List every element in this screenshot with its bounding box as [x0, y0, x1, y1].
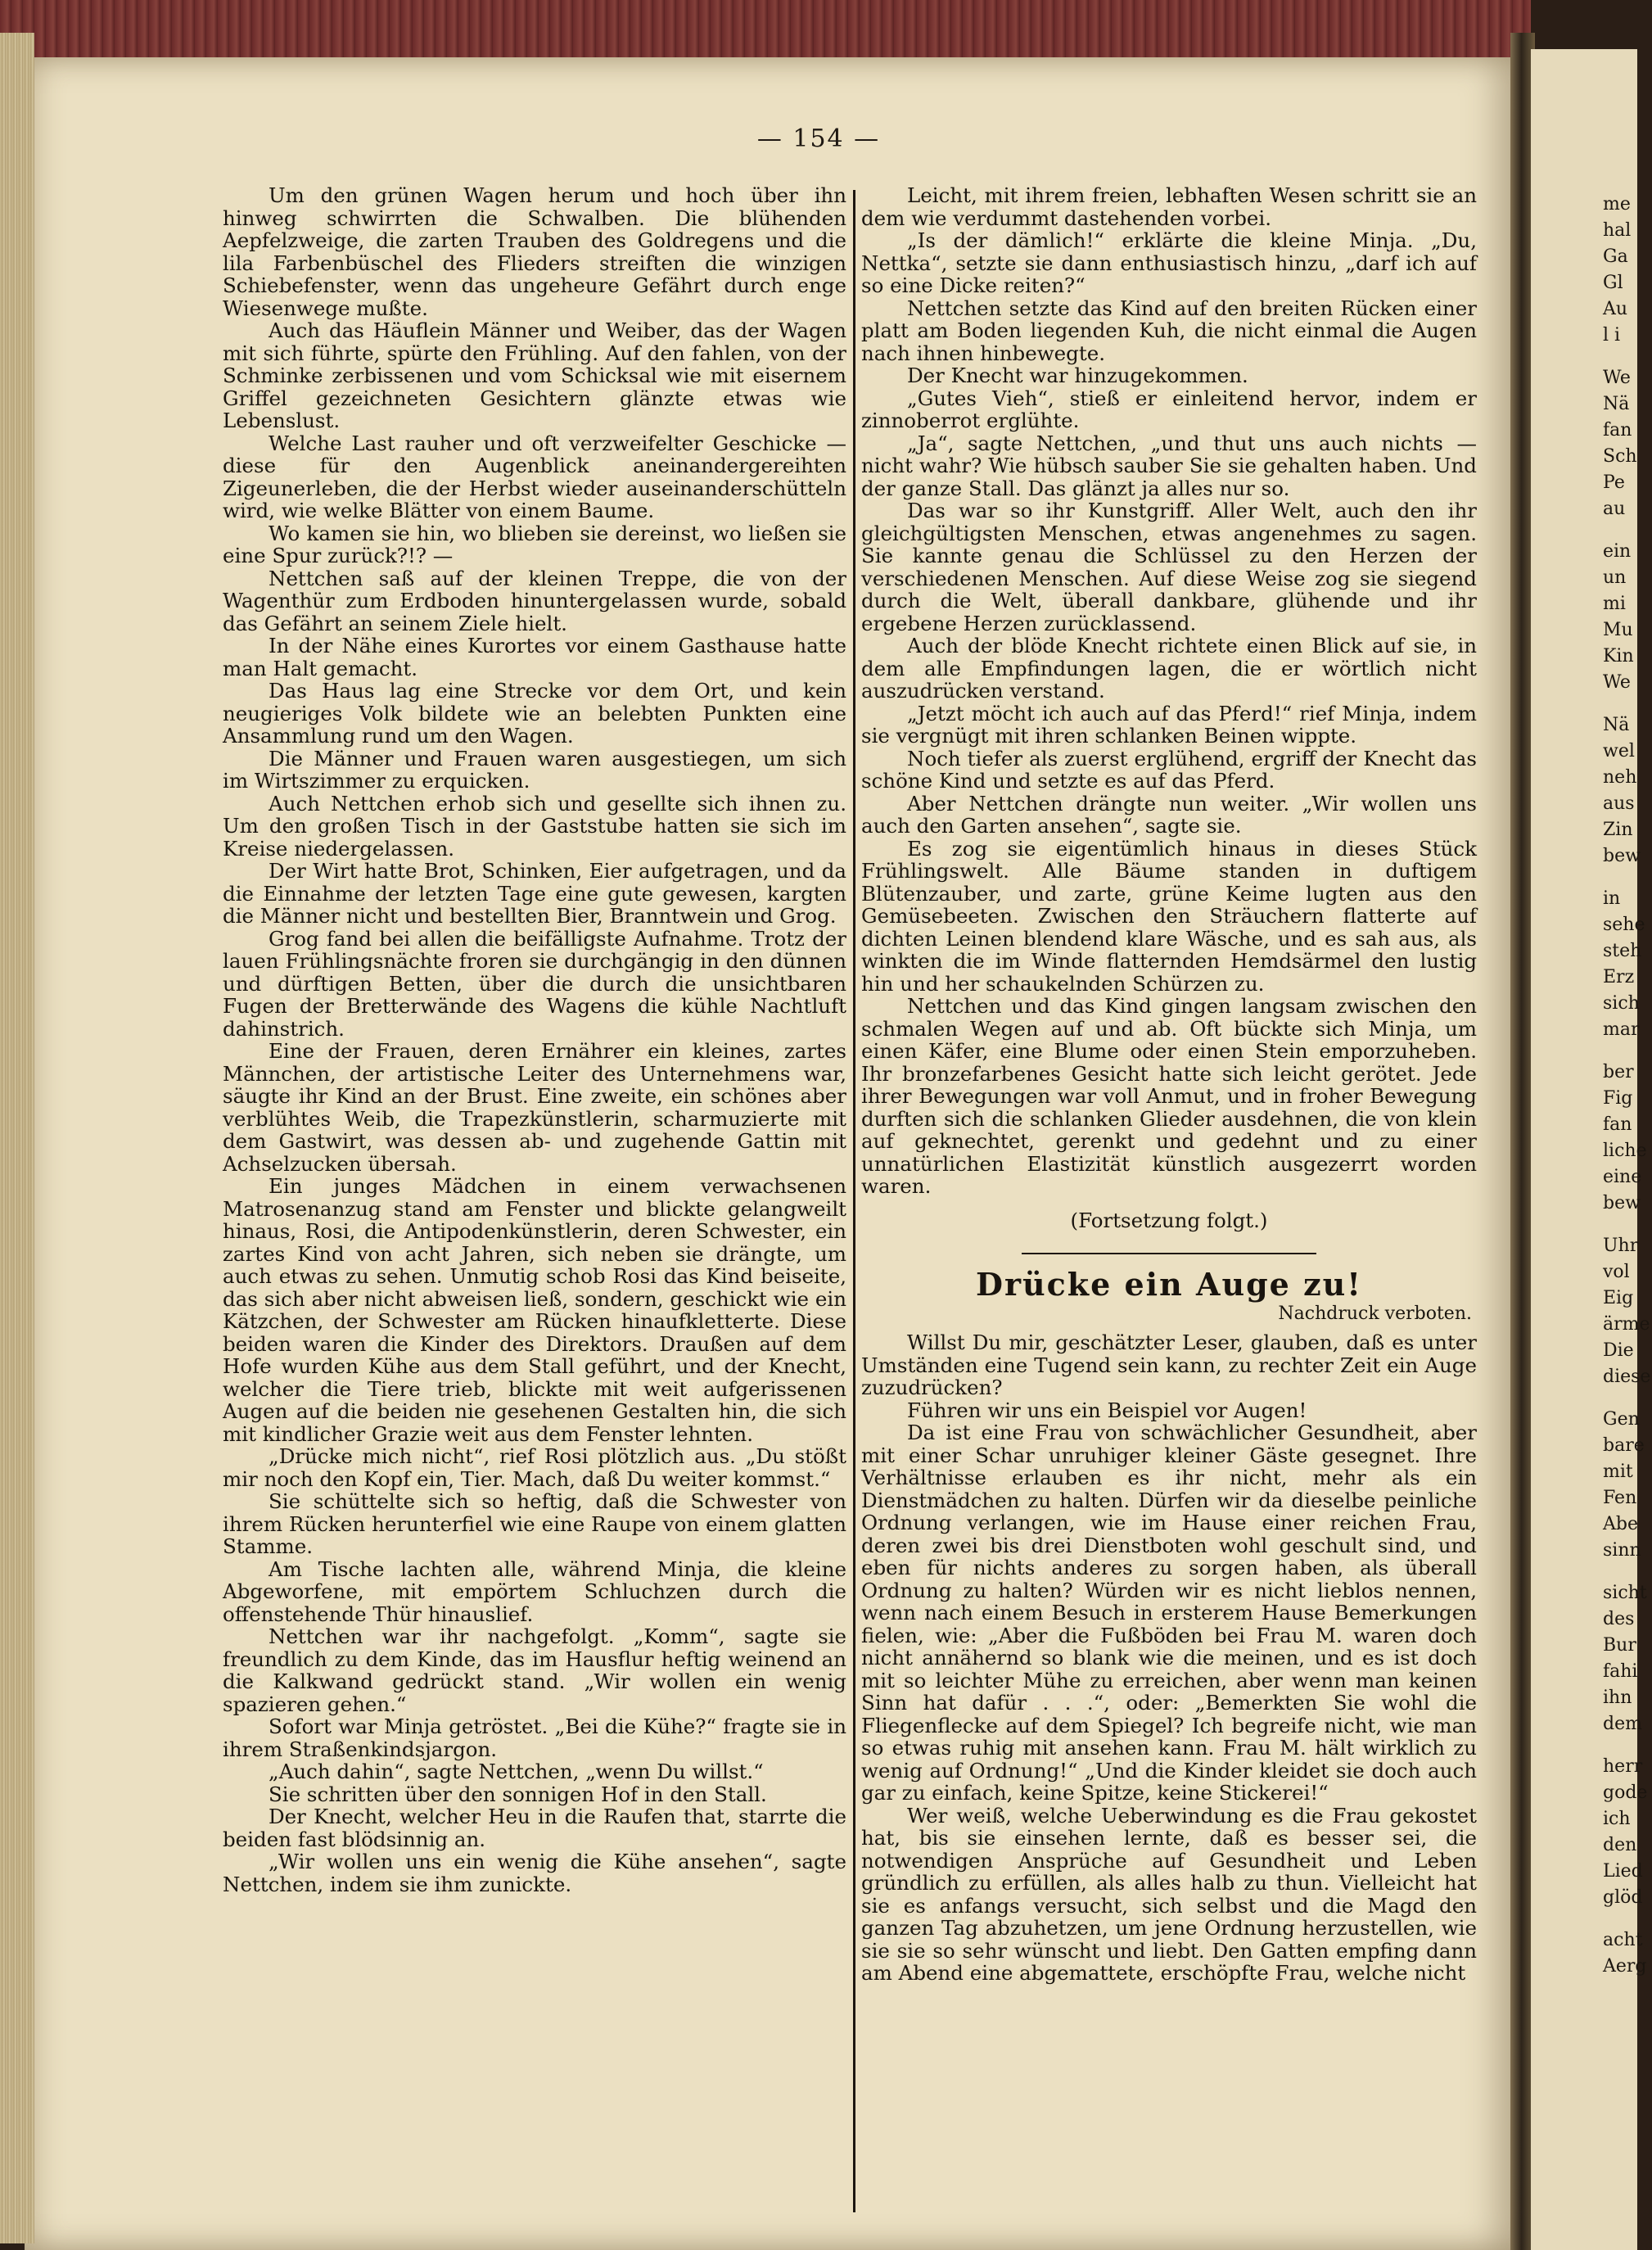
next-page-fragment: Kin: [1603, 646, 1634, 666]
page-number: — 154 —: [756, 124, 881, 153]
paragraph: Wer weiß, welche Ueberwindung es die Frau gekostet hat, bis sie einsehen lernte, daß es besser sei, die notwendigen Ansprüche auf Gesundheit und Leben gründlich zu erfüllen, als alles halb zu thun. Vielleicht hat sie es anfangs versucht, sich selbst und die Magd den ganzen Tag abzuhetzen, um jene Ordnung herzustellen, wie sie sie so sehr wünscht und liebt. Den Gatten empfing dann am Abend eine abgemattete, erschöpfte Frau, welche nicht: [861, 1803, 1477, 1985]
paragraph: Leicht, mit ihrem freien, lebhaften Wesen schritt sie an dem wie verdummt dastehenden vorbei.: [861, 183, 1477, 230]
next-page-fragment: sinn: [1603, 1540, 1641, 1561]
next-page-fragment: in: [1603, 888, 1621, 909]
next-page-fragment: We: [1603, 672, 1631, 693]
next-page-fragment: Uhr: [1603, 1236, 1639, 1256]
next-page-fragment: bew: [1603, 1193, 1641, 1213]
next-page-fragment: Gen: [1603, 1409, 1640, 1430]
paragraph: Sie schüttelte sich so heftig, daß die Schwester von ihrem Rücken herunterfiel wie eine Raupe von einem glatten Stamme.: [223, 1489, 846, 1558]
next-page-fragment: acht: [1603, 1930, 1643, 1950]
paragraph: „Is der dämlich!“ erklärte die kleine Minja. „Du, Nettka“, setzte sie dann enthusiastisch hinzu, „darf ich auf so eine Dicke reiten?“: [861, 228, 1477, 297]
next-page-fragment: Abe: [1603, 1514, 1638, 1534]
next-page-fragment: sehe: [1603, 915, 1645, 935]
paragraph: Nettchen war ihr nachgefolgt. „Komm“, sagte sie freundlich zu dem Kinde, das im Hausflur heftig weinend an die Kalkwand gedrückt stand. „Wir wollen ein wenig spazieren gehen.“: [223, 1624, 846, 1716]
next-page-fragment: Zin: [1603, 820, 1633, 840]
next-page-fragment: steh: [1603, 941, 1642, 961]
next-page-fragment: eine: [1603, 1167, 1642, 1187]
page-stack-edge: [0, 33, 34, 2243]
next-page-fragment: mit: [1603, 1462, 1633, 1482]
paragraph: Das war so ihr Kunstgriff. Aller Welt, auch den ihr gleichgültigsten Menschen, etwas angenehmes zu sagen. Sie kannte genau die Schlüssel zu den Herzen der verschiedenen Menschen. Auf diese Weise zog sie siegend durch die Welt, überall dankbare, glühende und ihr ergebene Herzen zurücklassend.: [861, 499, 1477, 635]
paragraph: Wo kamen sie hin, wo blieben sie dereinst, wo ließen sie eine Spur zurück?!? —: [223, 521, 846, 567]
next-page-fragment: ich: [1603, 1809, 1631, 1829]
paragraph: Grog fand bei allen die beifälligste Aufnahme. Trotz der lauen Frühlingsnächte froren sie durchgängig in den dünnen und dürftigen Betten, über die durch die unsichtbaren Fugen der Bretterwände des Wagens die kühle Nachtluft dahinstrich.: [223, 926, 846, 1041]
paragraph: Sie schritten über den sonnigen Hof in den Stall.: [269, 1782, 767, 1806]
next-page-fragment: Nä: [1603, 715, 1630, 735]
next-page-fragment: aus: [1603, 793, 1635, 814]
paragraph: „Wir wollen uns ein wenig die Kühe ansehen“, sagte Nettchen, indem sie ihm zunickte.: [223, 1850, 846, 1896]
paragraph: Die Männer und Frauen waren ausgestiegen, um sich im Wirtszimmer zu erquicken.: [223, 746, 846, 793]
article-separator: [1022, 1253, 1316, 1254]
paragraph: Nettchen saß auf der kleinen Treppe, die von der Wagenthür zum Erdboden hinuntergelassen wurde, sobald das Gefährt an seinem Ziele hielt.: [223, 566, 846, 635]
paragraph: Der Knecht, welcher Heu in die Raufen that, starrte die beiden fast blödsinnig an.: [223, 1805, 846, 1851]
paragraph: Führen wir uns ein Beispiel vor Augen!: [907, 1398, 1307, 1422]
paragraph: Das Haus lag eine Strecke vor dem Ort, und kein neugieriges Volk bildete wie an belebten Punkten eine Ansammlung rund um den Wagen.: [223, 679, 846, 748]
next-page-fragment: ärme: [1603, 1314, 1650, 1335]
next-page-fragment: bew: [1603, 846, 1641, 866]
next-page-fragment: Aerg: [1603, 1956, 1647, 1977]
next-page-edge: [1531, 49, 1651, 2250]
next-page-fragment: glöd: [1603, 1887, 1643, 1908]
paragraph: Aber Nettchen drängte nun weiter. „Wir wollen uns auch den Garten ansehen“, sagte sie.: [861, 791, 1477, 838]
next-page-fragment: Ga: [1603, 246, 1628, 267]
paragraph: Um den grünen Wagen herum und hoch über ihn hinweg schwirrten die Schwalben. Die blühenden Aepfelzweige, die zarten Trauben des Goldregens und die lila Farbenbüschel des Flieders streiften die winzigen Schiebefenster, wenn das ungeheure Gefährt durch enge Wiesenwege mußte.: [223, 183, 846, 320]
article-body: [861, 1331, 1477, 1985]
next-page-fragment: mi: [1603, 594, 1626, 614]
next-page-fragment: den: [1603, 1835, 1637, 1855]
next-page-fragment: ein: [1603, 541, 1632, 562]
next-page-fragment: Eig: [1603, 1288, 1634, 1308]
paragraph: „Auch dahin“, sagte Nettchen, „wenn Du willst.“: [269, 1760, 764, 1783]
next-page-fragment: l i: [1603, 325, 1621, 346]
next-page-fragment: Au: [1603, 299, 1628, 319]
next-page-fragment: neh: [1603, 767, 1637, 788]
next-page-fragment: liche: [1603, 1141, 1647, 1161]
paragraph: Nettchen und das Kind gingen langsam zwischen den schmalen Wegen auf und ab. Oft bückte sich Minja, um einen Käfer, eine Blume oder einen Stein emporzuheben. Ihr bronzefarbenes Gesicht hatte sich leicht gerötet. Jede ihrer Bewegungen war voll Anmut, und in froher Bewegung durften sich die schlanken Glieder ausdehnen, die von klein auf geknechtet, gerenkt und gedehnt und zu einer unnatürlichen Elastizität künstlich ausgezerrt worden waren.: [861, 994, 1477, 1198]
paragraph: Am Tische lachten alle, während Minja, die kleine Abgeworfene, mit empörtem Schluchzen durch die offenstehende Thür hinauslief.: [223, 1556, 846, 1626]
next-page-fragment: un: [1603, 567, 1627, 588]
next-page-fragment: Lied: [1603, 1861, 1643, 1882]
paragraph: „Drücke mich nicht“, rief Rosi plötzlich aus. „Du stößt mir noch den Kopf ein, Tier. Mach, daß Du weiter kommst.“: [223, 1444, 846, 1491]
paragraph: Sofort war Minja getröstet. „Bei die Kühe?“ fragte sie in ihrem Straßenkindsjargon.: [223, 1715, 846, 1761]
next-page-fragment: fan: [1603, 420, 1632, 441]
paragraph: Eine der Frauen, deren Ernährer ein kleines, zartes Männchen, der artistische Leiter des Unternehmens war, säugte ihr Kind an der Brust. Eine zweite, ein schönes aber verblühtes Weib, die Trapezkünstlerin, scharmuzierte mit dem Gastwirt, was dessen ab- und zugehende Gattin mit Achselzucken übersah.: [223, 1039, 846, 1176]
next-page-fragment: gode: [1603, 1782, 1648, 1803]
paragraph: Nettchen setzte das Kind auf den breiten Rücken einer platt am Boden liegenden Kuh, die nicht einmal die Augen nach ihnen hinbewegte.: [861, 296, 1477, 365]
next-page-fragment: Erz: [1603, 967, 1635, 987]
paragraph: Ein junges Mädchen in einem verwachsenen Matrosenanzug stand am Fenster und blickte gelangweilt hinaus, Rosi, die Antipodenkünstlerin, deren Schwester, ein zartes Kind von acht Jahren, sich neben sie drängte, um auch etwas zu sehen. Unmutig schob Rosi das Kind beiseite, das sich aber nicht abweisen ließ, sondern, geschickt wie ein Kätzchen, der Schwester am Rücken hinaufkletterte. Diese beiden waren die Kinder des Direktors. Draußen auf dem Hofe wurden Kühe aus dem Stall geführt, und der Knecht, welcher die Tiere trieb, blickte mit weit aufgerissenen Augen auf die beiden nie gesehenen Gestalten hin, die sich mit kindlicher Grazie weit aus dem Fenster lehnten.: [223, 1174, 846, 1446]
next-page-fragment: Die: [1603, 1340, 1634, 1361]
column-rule: [853, 190, 855, 2212]
book-top-edge: [0, 0, 1531, 66]
left-column: [223, 184, 846, 1895]
paragraph: „Jetzt möcht ich auch auf das Pferd!“ rief Minja, indem sie vergnügt mit ihren schlanken Beinen wippte.: [861, 701, 1477, 748]
article-title: Drücke ein Auge zu!: [976, 1266, 1362, 1303]
next-page-fragment: We: [1603, 368, 1631, 388]
story-continuation: [861, 184, 1477, 1198]
paragraph: Willst Du mir, geschätzter Leser, glauben, daß es unter Umständen eine Tugend sein kann, zu rechter Zeit ein Auge zuzudrücken?: [861, 1331, 1477, 1399]
paragraph: Auch Nettchen erhob sich und gesellte sich ihnen zu. Um den großen Tisch in der Gaststube hatten sie sich im Kreise niedergelassen.: [223, 791, 846, 861]
paragraph: Der Wirt hatte Brot, Schinken, Eier aufgetragen, und da die Einnahme der letzten Tage eine gute gewesen, kargten die Männer nicht und bestellten Bier, Branntwein und Grog.: [223, 859, 846, 928]
paragraph: In der Nähe eines Kurortes vor einem Gasthause hatte man Halt gemacht.: [223, 634, 846, 680]
next-page-fragment: vol: [1603, 1262, 1630, 1282]
next-page-fragment: Bur: [1603, 1635, 1636, 1656]
next-page-fragment: Nä: [1603, 394, 1630, 414]
next-page-fragment: Fig: [1603, 1088, 1633, 1109]
next-page-fragment: wel: [1603, 741, 1635, 761]
next-page-fragment: bare: [1603, 1435, 1645, 1456]
next-page-fragment: sicht: [1603, 1583, 1647, 1603]
next-page-fragment: mar: [1603, 1019, 1640, 1040]
paragraph: Auch der blöde Knecht richtete einen Blick auf sie, in dem alle Empfindungen lagen, die er wörtlich nicht auszudrücken verstand.: [861, 634, 1477, 703]
next-page-fragment: sich: [1603, 993, 1640, 1014]
paragraph: „Ja“, sagte Nettchen, „und thut uns auch nichts — nicht wahr? Wie hübsch sauber Sie sie gehalten haben. Und der ganze Stall. Das glänzt ja alles nur so.: [861, 431, 1477, 500]
next-page-fragment: Mu: [1603, 620, 1633, 640]
right-column: [861, 184, 1477, 1985]
continuation-note: (Fortsetzung folgt.): [1070, 1208, 1268, 1232]
next-page-fragment: hal: [1603, 220, 1632, 241]
reprint-notice: Nachdruck verboten.: [1278, 1303, 1472, 1324]
paragraph: „Gutes Vieh“, stieß er einleitend hervor, indem er zinnoberrot erglühte.: [861, 386, 1477, 432]
next-page-fragment: Pe: [1603, 472, 1625, 493]
next-page-fragment: des: [1603, 1609, 1635, 1629]
paragraph: Da ist eine Frau von schwächlicher Gesundheit, aber mit einer Schar unruhiger kleiner Gäste gesegnet. Ihre Verhältnisse erlauben es ihr nicht, mehr als ein Dienstmädchen zu halten. Dürfen wir da dieselbe peinliche Ordnung verlangen, wie im Hause einer reichen Frau, deren zwei bis drei Dienstboten wohl geschult sind, und eben für nichts anderes zu sorgen haben, als überall Ordnung zu halten? Würden wir es nicht lieblos nennen, wenn nach einem Besuch in ersterem Hause Bemerkungen fielen, wie: „Aber die Fußböden bei Frau M. waren doch nicht annähernd so blank wie die meinen, und es ist doch mit so leichter Mühe zu erreichen, aber wenn man keinen Sinn hat dafür . . .“, oder: „Bemerkten Sie wohl die Fliegenflecke auf dem Spiegel? Ich begreife nicht, wie man so etwas ruhig mit ansehen kann. Frau M. hält wirklich zu wenig auf Ordnung!“ „Und die Kinder kleidet sie doch auch gar zu einfach, keine Spitze, keine Stickerei!“: [861, 1421, 1477, 1805]
next-page-fragment: fan: [1603, 1114, 1632, 1135]
next-page-fragment: Sch: [1603, 446, 1637, 467]
paragraph: Es zog sie eigentümlich hinaus in dieses Stück Frühlingswelt. Alle Bäume standen in duftigem Blütenzauber, und zarte, grüne Keime lugten aus den Gemüsebeeten. Zwischen den Sträuchern flatterte auf dichten Leinen blendend klare Wäsche, und es sah aus, als winkten die im Winde flatternden Hemdsärmel den lustig hin und her schaukelnden Schürzen zu.: [861, 836, 1477, 996]
next-page-fragment: me: [1603, 194, 1631, 215]
next-page-fragment: herr: [1603, 1756, 1643, 1777]
next-page-fragment: fahi: [1603, 1661, 1638, 1682]
next-page-fragment: Gl: [1603, 273, 1623, 293]
next-page-fragment: au: [1603, 499, 1626, 519]
next-page-fragment: ihn: [1603, 1688, 1632, 1708]
paragraph: Auch das Häuflein Männer und Weiber, das der Wagen mit sich führte, spürte den Frühling. Auf den fahlen, von der Schminke zerbissenen und vom Schicksal wie mit eisernem Griffel gezeichneten Gesichtern glänzte etwas wie Lebenslust.: [223, 319, 846, 432]
next-page-fragment: dem: [1603, 1714, 1642, 1734]
paragraph: Der Knecht war hinzugekommen.: [907, 364, 1248, 387]
paragraph: Noch tiefer als zuerst erglühend, ergriff der Knecht das schöne Kind und setzte es auf das Pferd.: [861, 746, 1477, 793]
next-page-fragment: Fen: [1603, 1488, 1637, 1508]
paragraph: Welche Last rauher und oft verzweifelter Geschicke — diese für den Augenblick aneinandergereihten Zigeunerleben, die der Herbst wieder auseinanderschütteln wird, wie welke Blätter von einem Baume.: [223, 431, 846, 522]
next-page-fragment: ber: [1603, 1062, 1634, 1082]
next-page-fragment: diese: [1603, 1367, 1651, 1387]
